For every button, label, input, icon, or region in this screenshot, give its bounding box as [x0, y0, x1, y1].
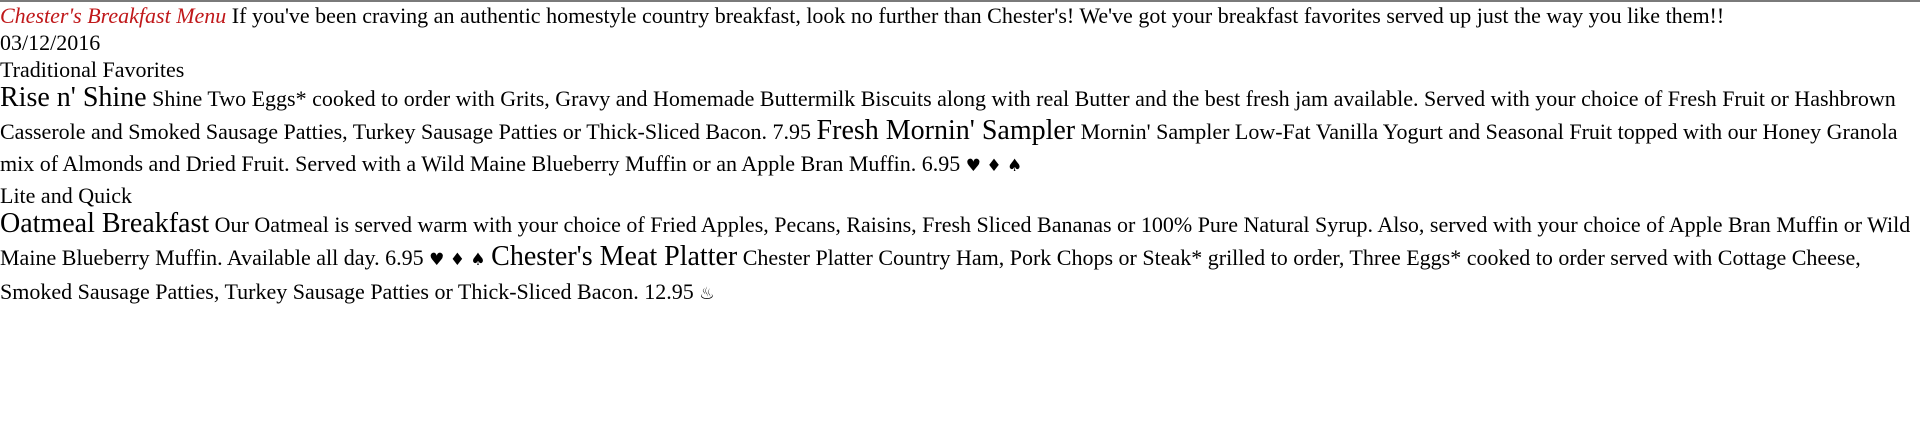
- section-heading: Lite and Quick: [0, 183, 132, 208]
- item-name: Chester's Meat Platter: [491, 241, 738, 272]
- menu-date: 03/12/2016: [0, 30, 101, 55]
- item-price: 6.95: [385, 245, 424, 270]
- hot-spring-icon: ♨: [699, 284, 715, 304]
- item-price: 7.95: [772, 119, 812, 144]
- item-description: Chester Platter Country Ham, Pork Chops or Steak* grilled to order, Three Eggs* cooked to order served with Cottage Cheese, Smoked Sausage Patties, Turkey Sausage Patties or Thick-Sliced Bacon.: [0, 245, 1861, 304]
- section-heading: Traditional Favorites: [0, 57, 185, 82]
- menu-section: [0, 182, 1920, 310]
- item-price: 6.95: [921, 151, 961, 176]
- item-description: Shine Two Eggs* cooked to order with Grits, Gravy and Homemade Buttermilk Biscuits along with real Butter and the best fresh jam available. Served with your choice of Fresh Fruit or Hashbrown Casserole and Smoked Sausage Patties, Turkey Sausage Patties or Thick-Sliced Bacon.: [0, 86, 1896, 144]
- item-description: Mornin' Sampler Low-Fat Vanilla Yogurt and Seasonal Fruit topped with our Honey Granola mix of Almonds and Dried Fruit. Served with a Wild Maine Blueberry Muffin or an Apple Bran Muffin.: [0, 119, 1898, 176]
- dietary-icons: ♥ ♦ ♠: [429, 250, 486, 270]
- section-items: [0, 208, 1920, 310]
- section-items: [0, 82, 1920, 182]
- item-description: Our Oatmeal is served warm with your choice of Fried Apples, Pecans, Raisins, Fresh Sliced Bananas or 100% Pure Natural Syrup. Also, served with your choice of Apple Bran Muffin or Wild Maine Blueberry Muffin. Available all day.: [0, 212, 1911, 270]
- menu-intro: If you've been craving an authentic homestyle country breakfast, look no further than Chester's! We've got your breakfast favorites served up just the way you like them!!: [231, 3, 1725, 28]
- item-name: Fresh Mornin' Sampler: [816, 115, 1076, 146]
- menu-section: [0, 56, 1920, 182]
- menu-page: [0, 2, 1920, 310]
- menu-header: [0, 2, 1920, 29]
- item-price: 12.95: [644, 279, 694, 304]
- item-name: Rise n' Shine: [0, 82, 147, 113]
- item-name: Oatmeal Breakfast: [0, 208, 210, 239]
- dietary-icons: ♥ ♦ ♠: [965, 156, 1023, 176]
- menu-title: Chester's Breakfast Menu: [0, 3, 227, 28]
